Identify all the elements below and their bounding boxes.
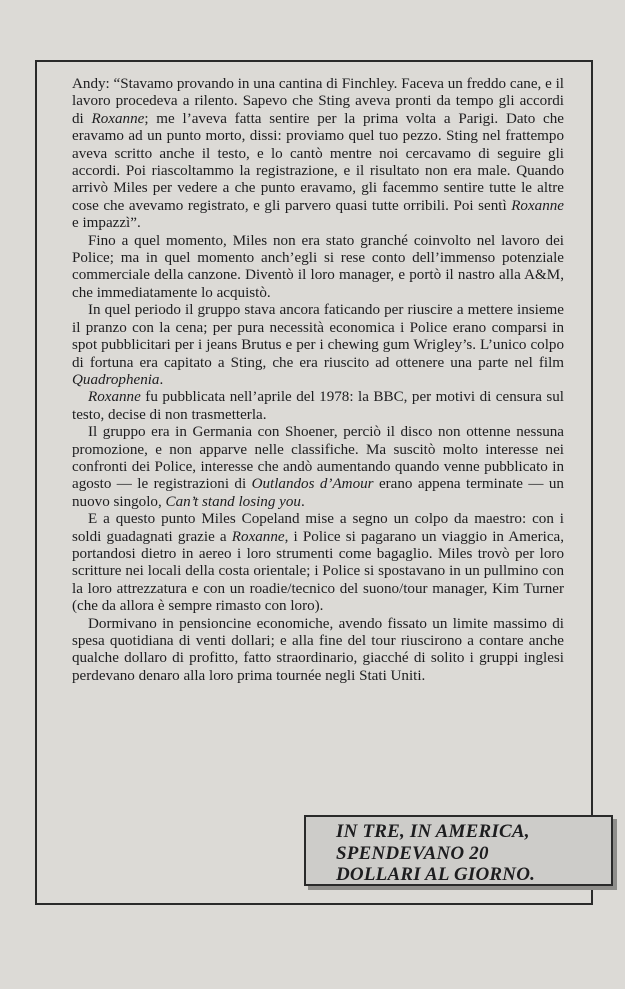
- text-run: Andy: “Stavamo provando in una cantina di Finchley. Faceva un freddo cane, e il lavoro procedeva a rilento. Sapevo che Sting aveva pronti da tempo gli accordi di: [72, 76, 564, 127]
- text-run: Dormivano in pensioncine economiche, avendo fissato un limite massimo di spesa quotidiana di venti dollari; e alla fine del tour riuscirono a contare anche qualche dollaro di profitto, fatto straordinario, giacché di solito i gruppi inglesi perdevano denaro alla loro prima tournée negli Stati Uniti.: [72, 615, 564, 684]
- paragraph: [72, 302, 564, 389]
- text-run: .: [159, 371, 164, 388]
- paragraph: [72, 389, 564, 424]
- text-run: erano appena terminate — un nuovo singolo,: [72, 476, 564, 510]
- pull-quote-box: [304, 815, 613, 886]
- pull-quote-line: DOLLARI AL GIORNO.: [336, 864, 536, 885]
- text-run: .: [300, 493, 305, 510]
- paragraph: [72, 424, 564, 511]
- italic-title: Quadrophenia: [72, 371, 160, 388]
- italic-title: Roxanne: [88, 389, 141, 406]
- text-run: , i Police si pagarano un viaggio in America, portandosi dietro in aereo i loro strumenti come bagaglio. Miles trovò per loro scritture nei locali della costa orientale; i Police si spostavano in un pullmino con la loro attrezzatura e con un roadie/tecnico del suono/tour manager, Kim Turner (che da allora è sempre rimasto con loro).: [72, 528, 564, 615]
- pull-quote-line: IN TRE, IN AMERICA,: [336, 821, 530, 842]
- text-run: In quel periodo il gruppo stava ancora faticando per riuscire a mettere insieme il pranzo con la cena; per pura necessità economica i Police erano comparsi in spot pubblicitari per i jeans Brutus e per i chewing gum Wrigley’s. L’unico colpo di fortuna era capitato a Sting, che era riuscito ad ottenere una parte nel film: [72, 302, 564, 371]
- paragraph: [72, 76, 564, 233]
- italic-title: Outlandos d’Amour: [251, 476, 374, 493]
- paragraph: [72, 233, 564, 303]
- text-run: E a questo punto Miles Copeland mise a segno un colpo da maestro: con i soldi guadagnati grazie a: [72, 511, 564, 545]
- paragraph: [72, 511, 564, 615]
- italic-title: Roxanne: [231, 528, 285, 545]
- italic-title: Roxanne: [91, 110, 145, 127]
- text-run: e impazzì”.: [72, 215, 141, 232]
- pull-quote-line: SPENDEVANO 20: [336, 842, 489, 864]
- text-run: Fino a quel momento, Miles non era stato granché coinvolto nel lavoro dei Police; ma in quel momento anch’egli si rese conto dell’immenso potenziale commerciale della canzone. Diventò il loro manager, e portò il nastro alla A&M, che immediatamente lo acquistò.: [72, 232, 564, 301]
- pull-quote: [336, 821, 606, 886]
- italic-title: Roxanne: [511, 197, 564, 214]
- italic-title: Can’t stand losing you: [165, 493, 301, 510]
- paragraph: [72, 616, 564, 686]
- text-run: fu pubblicata nell’aprile del 1978: la BBC, per motivi di censura sul testo, decise di non trasmetterla.: [72, 389, 564, 423]
- text-run: ; me l’aveva fatta sentire per la prima volta a Parigi. Dato che eravamo ad un punto morto, dissi: proviamo quel tuo pezzo. Sting nel frattempo aveva scritto anche il testo, e lo cantò mentre noi cercavamo di seguire gli accordi. Poi riascoltammo la registrazione, e il risultato non era male. Quando arrivò Miles per vedere a che punto eravamo, gli facemmo sentire tutte le altre cose che avevamo registrato, e gli parvero quasi tutte orribili. Poi sentì: [72, 110, 564, 214]
- body-text: [72, 76, 564, 685]
- text-run: Il gruppo era in Germania con Shoener, perciò il disco non ottenne nessuna promozione, e non apparve nelle classifiche. Ma suscitò molto interesse nei confronti dei Police, interesse che andò aumentando quando venne pubblicato in agosto — le registrazioni di: [72, 424, 564, 493]
